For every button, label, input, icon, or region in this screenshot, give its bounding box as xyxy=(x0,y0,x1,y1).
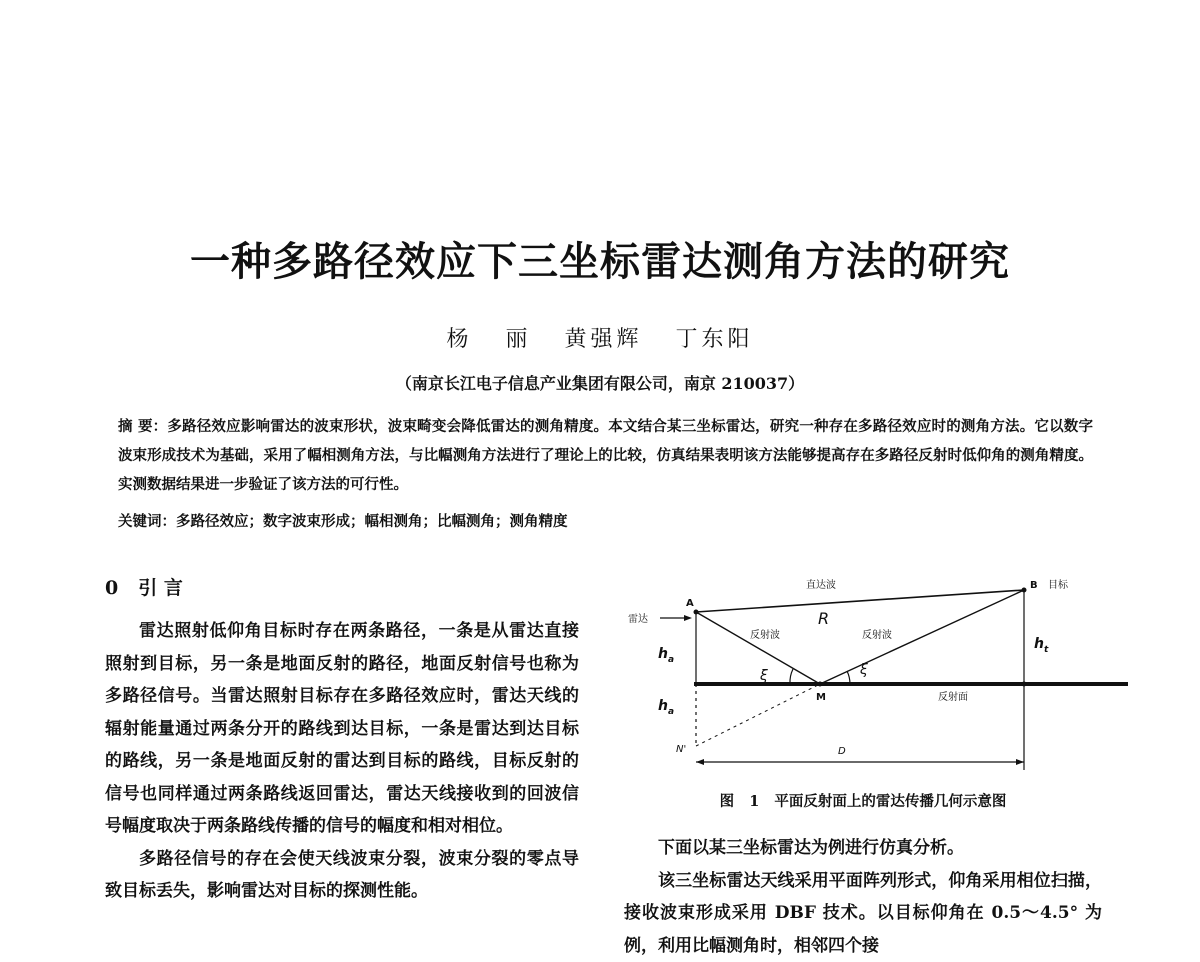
section-number: 0 xyxy=(105,577,118,599)
angle-label-1: ξ xyxy=(759,668,768,684)
surface-label: 反射面 xyxy=(938,690,968,703)
direct-path xyxy=(696,590,1024,612)
target-label: 目标 xyxy=(1048,578,1069,591)
figure-caption: 图 1 平面反射面上的雷达传播几何示意图 xyxy=(624,790,1102,811)
height-image-label: $h_a$ xyxy=(658,698,674,717)
point-m-label: M xyxy=(816,692,826,703)
paragraph: 下面以某三坐标雷达为例进行仿真分析。 xyxy=(624,832,1102,865)
abstract-text: 多路径效应影响雷达的波束形状，波束畸变会降低雷达的测角精度。本文结合某三坐标雷达，研究一种存在多路径效应时的测角方法。它以数字波束形成技术为基础，采用了幅相测角方法，与比幅测角方法进行了理论上的比较，仿真结果表明该方法能够提高存在多路径反射时低仰角的测角精度。实测数据结果进一步验证了该方法的可行性。 xyxy=(118,418,1093,493)
point-a-label: A xyxy=(686,598,694,609)
paragraph: 该三坐标雷达天线采用平面阵列形式，仰角采用相位扫描，接收波束形成采用 DBF 技术。以目标仰角在 0.5～4.5° 为例，利用比幅测角时，相邻四个接 xyxy=(624,865,1102,962)
abstract xyxy=(118,412,1093,499)
paragraph: 雷达照射低仰角目标时存在两条路径，一条是从雷达直接照射到目标，另一条是地面反射的路径，地面反射信号也称为多路径信号。当雷达照射目标存在多路径效应时，雷达天线的辐射能量通过两条分开的路线到达目标，一条是雷达到达目标的路线，另一条是地面反射的雷达到目标的路线，目标反射的信号也同样通过两条路线返回雷达，雷达天线接收到的回波信号幅度取决于两条路线传播的信号的幅度和相对相位。 xyxy=(105,615,579,843)
arrow-left-icon xyxy=(696,759,704,765)
point-b xyxy=(1022,588,1027,593)
target-foot xyxy=(1022,682,1027,687)
geometry-figure xyxy=(620,570,1140,785)
angle-label-2: ξ xyxy=(859,662,868,678)
arrow-right-icon xyxy=(684,615,692,621)
authors: 杨 丽 黄强辉 丁东阳 xyxy=(0,322,1200,353)
height-radar-label: $h_a$ xyxy=(658,646,674,665)
height-target-label: $h_t$ xyxy=(1034,636,1049,655)
radar-label: 雷达 xyxy=(628,612,648,625)
arrow-right-icon xyxy=(1016,759,1024,765)
section-title: 引 言 xyxy=(138,577,183,599)
reflected-path-outgoing xyxy=(820,590,1024,684)
paragraph: 多路径信号的存在会使天线波束分裂，波束分裂的零点导致目标丢失，影响雷达对目标的探测性能。 xyxy=(105,843,579,908)
point-a xyxy=(694,610,699,615)
keywords-text: 多路径效应；数字波束形成；幅相测角；比幅测角；测角精度 xyxy=(176,513,568,530)
keywords xyxy=(118,510,1093,531)
reflected-wave-label-2: 反射波 xyxy=(862,628,892,641)
image-path xyxy=(696,684,820,746)
reflected-wave-label-1: 反射波 xyxy=(750,628,780,641)
reflected-path-incident xyxy=(696,612,820,684)
right-column xyxy=(624,832,1102,962)
direct-wave-label: 直达波 xyxy=(806,578,836,591)
point-m xyxy=(818,682,823,687)
range-label: R xyxy=(818,609,829,628)
keywords-label: 关键词： xyxy=(118,513,176,530)
paper-title: 一种多路径效应下三坐标雷达测角方法的研究 xyxy=(0,230,1200,287)
affiliation: （南京长江电子信息产业集团有限公司，南京 210037） xyxy=(0,371,1200,394)
section-heading xyxy=(105,573,203,600)
point-b-label: B xyxy=(1030,580,1038,591)
left-column xyxy=(105,615,579,908)
abstract-label: 摘 要： xyxy=(118,418,167,435)
angle-arc-left xyxy=(790,669,793,684)
point-n-label: N' xyxy=(676,744,686,755)
distance-label: D xyxy=(838,746,846,757)
